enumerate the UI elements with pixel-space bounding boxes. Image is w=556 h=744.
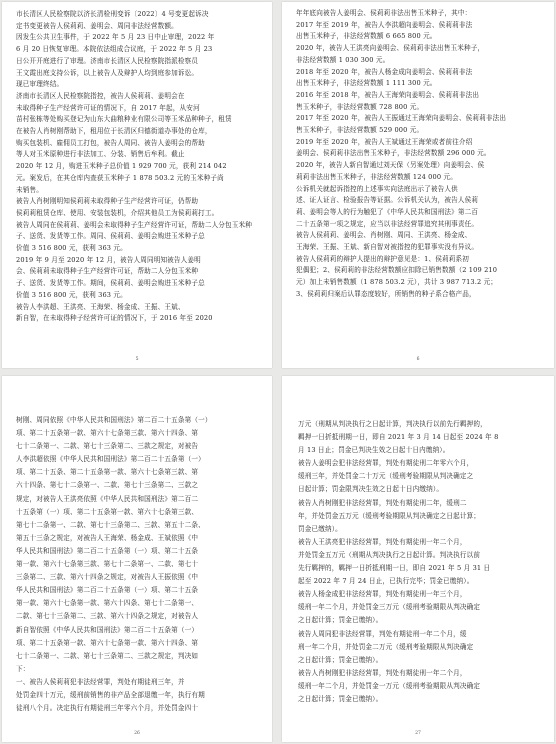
text-line: 2018 年至 2020 年，被告人杨金成向姜明会、侯莉莉非法: [296, 67, 473, 76]
text-line: 之日起计算；罚金已缴纳）。: [298, 694, 383, 703]
page-number: 5: [135, 357, 139, 362]
text-line: 之日起计算；罚金已缴纳）。: [298, 616, 383, 625]
text-line: 非法经营数额 1 030 300 元。: [296, 55, 390, 64]
text-line: 子、送货、发货等工作。期间，侯莉莉、姜明会购进玉米种子总: [16, 279, 205, 288]
text-line: 六十四条、第七十二条第一、二款、第七十三条第二、三款之: [16, 481, 199, 490]
text-line: 一、被告人侯莉莉犯非法经营罪，判处有期徒刑三年，并: [16, 677, 185, 686]
text-line: 年年底向被告人姜明会、侯莉莉非法出售玉米种子，其中：: [296, 9, 472, 17]
document-page-2: [282, 2, 554, 368]
text-line: 缓刑一年二个月，并处罚金一万元（缓刑考验期限从判决确定: [298, 681, 481, 690]
text-line: 公诉机关就起诉指控的上述事实向法庭出示了被告人供: [296, 184, 458, 193]
text-line: 树刚、周同依照《中华人民共和国刑法》第二百二十五条第（一）: [16, 416, 212, 424]
text-line: 出售玉米种子，非法经营数额 1 111 300 元。: [296, 79, 437, 88]
text-line: 价值 3 516 800 元，获利 363 元。: [16, 244, 127, 253]
text-line: 现已审理终结。: [16, 80, 64, 89]
text-line: 元。案发后，在其仓库内查获玉米种子 1 878 503.2 元的玉米种子尚: [16, 173, 224, 182]
text-line: 三条第二、三款、第六十四条之规定，对被告人王振依照《中: [16, 573, 199, 582]
text-line: 缓刑一年二个月，并处罚金三万元（缓刑考验期限从判决确定: [298, 603, 481, 612]
text-line: 被告人肖树刚明知侯莉莉未取得种子生产经营许可证，仍帮助: [16, 197, 199, 206]
text-line: 日起计算；罚金限判决生效之日起十日内缴纳）。: [298, 485, 444, 494]
text-line: 济南市长清区人民检察院指控，被告人侯莉莉、姜明会在: [16, 91, 185, 100]
document-page-4: [282, 376, 554, 742]
text-line: 2016 年至 2018 年，被告人王海荣向姜明会、侯莉莉非法出: [296, 90, 480, 99]
page-number: 26: [134, 731, 140, 736]
text-line: 起至 2022 年 7 月 24 日止，已执行完毕；罚金已缴纳）。: [298, 577, 474, 586]
text-line: 七十二条第一、二款、第七十三条第二、三款之规定，对被告: [16, 442, 199, 451]
text-line: 罚金已缴纳）。: [298, 524, 342, 533]
text-line: 徒刑八个月。决定执行有期徒刑三年零六个月，并处罚金四十: [16, 704, 199, 713]
text-line: 未销售。: [16, 185, 43, 194]
text-line: 缓刑三年，并处罚金二十万元（缓刑考验期限从判决确定之: [298, 472, 474, 481]
text-line: 项、第二十五条第一款、第六十七条第一款、第六十四条、第: [16, 638, 199, 647]
text-line: 第一款、第六十七条第一款、第六十四条、第七十二条第一、: [16, 599, 199, 608]
text-line: 羁押一日折抵刑期一日，即自 2021 年 3 月 14 日起至 2024 年 8: [298, 433, 499, 442]
text-line: 苗村张栋等处购买登记为山东大曲粮种业有限公司等玉米品种种子，租赁: [16, 115, 232, 124]
text-line: 被告人周同犯非法经营罪，判处有期徒刑一年二个月，缓: [298, 629, 467, 638]
text-line: 售玉米种子，非法经营数额 728 800 元。: [296, 102, 424, 111]
text-line: 日公开开庭进行了审理。济南市长清区人民检察院指派检察员: [16, 56, 199, 65]
text-line: 被告人姜明会犯非法经营罪，判处有期徒刑二年零六个月，: [298, 459, 474, 468]
text-line: 项、第二十五条第一款、第六十七条第三款、第六十四条、第: [16, 429, 199, 438]
document-page-1: [2, 2, 272, 368]
text-line: 莉莉非法出售玉米种子，非法经营数额 124 000 元。: [296, 172, 457, 181]
text-line: 因发生公共卫生事件，于 2022 年 5 月 23 日中止审理，2022 年: [16, 33, 215, 42]
text-line: 王文霞出庭支持公诉，以上被告人及辩护人均到庭参加诉讼。: [16, 68, 199, 77]
page-number: 6: [416, 357, 420, 362]
text-line: 2020 年 12 月，购进玉米种子总价值 1 929 700 元，获利 214 042: [16, 162, 227, 171]
text-line: 购买包装机、雇佣员工打包，被告人周同、被告人姜明会的帮助: [16, 138, 205, 147]
text-line: 2020 年，被告人新自智通过刘天保（另案处理）向姜明会、侯: [296, 161, 485, 170]
text-line: 下：: [16, 664, 30, 673]
text-line: 被告人侯莉莉的辩护人提出的辩护意见是：1、侯莉莉系初: [296, 254, 469, 263]
text-line: 莉、姜明会等人的行为触犯了《中华人民共和国刑法》第二百: [296, 207, 479, 216]
text-line: 第七十二条第一、二款、第七十三条第二、三款、第五十二条、: [16, 520, 205, 529]
text-line: 2017 年至 2020 年，被告人王振通过王海荣向姜明会、侯莉莉非法出: [296, 114, 507, 123]
text-line: 被告人肖树刚犯非法经营罪，判处有期徒刑一年二个月，: [298, 668, 467, 677]
text-line: 年，并处罚金五万元（缓刑考验期限从判决确定之日起计算；: [298, 511, 481, 520]
text-line: 第一款、第六十七条第三款、第七十二条第一、二款、第七十: [16, 560, 199, 569]
text-line: 2019 年至 2020 年，被告人王斌通过王海荣或者前往介绍: [296, 137, 473, 146]
text-line: 规定，对被告人王洪亮依照《中华人民共和国刑法》第二百二: [16, 494, 199, 503]
text-line: 被告人杨金成犯非法经营罪，判处有期徒刑一年三个月，: [298, 590, 467, 599]
text-line: 2017 年至 2019 年，被告人李洪超向姜明会、侯莉莉非法: [296, 20, 473, 29]
text-line: 十五条第（一）项、第二十五条第一款、第六十七条第三款、: [16, 507, 199, 516]
text-line: 之日起计算；罚金已缴纳）。: [298, 655, 383, 664]
text-line: 处罚金四十万元，缓刑前销售的非产品全部退缴一年，执行有期: [16, 690, 205, 699]
text-line: 华人民共和国刑法》第二百二十五条第（一）项、第二十五条: [16, 546, 199, 555]
text-line: 未取得种子生产经营许可证的情况下，自 2017 年起，从安河: [16, 103, 200, 112]
text-line: 定书变更被告人侯莉莉、姜明会、周同非法经营数额。: [16, 21, 178, 30]
text-line: 华人民共和国刑法》第二百二十五条第（一）项、第二十五条: [16, 586, 199, 595]
text-line: 王海荣、王振、王斌、新自智对被指控的犯罪事实没有异议。: [296, 243, 479, 252]
page-number: 27: [415, 731, 421, 736]
text-line: 元）加上未销售数额（1 878 503.2 元），共计 3 987 713.2 元；: [296, 278, 498, 287]
text-line: 2020 年，被告人王洪亮向姜明会、侯莉莉非法出售玉米种子，: [296, 44, 485, 53]
text-line: 先行羁押的，羁押一日折抵刑期一日，即自 2021 年 5 月 31 日: [298, 564, 491, 573]
text-line: 项、第二十五条、第二十五条第一款、第六十七条第三款、第: [16, 468, 199, 477]
text-line: 姜明会、侯莉莉非法出售玉米种子，非法经营数额 296 000 元。: [296, 149, 491, 158]
document-page-3: [2, 376, 272, 742]
text-line: 市长清区人民检察院以济长清检刑变诉〔2022〕4 号变更起诉决: [16, 10, 209, 18]
text-line: 述、证人证言、检验报告等证据。公诉机关认为，被告人侯莉: [296, 196, 479, 205]
text-line: 价值 3 516 800 元，获利 363 元。: [16, 290, 127, 299]
text-line: 6 月 20 日恢复审理。本院依法组成合议庭，于 2022 年 5 月 23: [16, 45, 213, 54]
text-line: 刑一年二个月，并处罚金二万元（缓刑考验期限从判决确定: [298, 642, 474, 651]
text-line: 子、送货、发货等工作。周同、侯莉莉、姜明会购进玉米种子总: [16, 232, 205, 241]
text-line: 二款、第七十三条第二、三款、第六十四条之规定，对被告人: [16, 612, 199, 621]
text-line: 被告人侯莉莉、姜明会、肖树刚、周同、王洪亮、杨金成、: [296, 231, 472, 240]
text-line: 售玉米种子，非法经营数额 529 000 元。: [296, 126, 424, 135]
text-line: 被告人王洪亮犯非法经营罪，判处有期徒刑一年二个月，: [298, 537, 467, 546]
text-line: 等人对玉米原种进行非法加工、分装、销售后牟利。截止: [16, 150, 185, 159]
text-line: 被告人周同在侯莉莉、姜明会未取得种子生产经营许可证，帮助二人分包玉米种: [16, 220, 253, 229]
text-line: 3、侯莉莉归案后认罪态度较好，所销售的种子系合格产品，: [296, 289, 476, 298]
text-line: 新自智，在未取得种子经营许可证的情况下，于 2016 年至 2020: [16, 314, 213, 323]
text-line: 被告人肖树刚犯非法经营罪，判处有期徒刑二年，缓刑二: [298, 498, 467, 507]
text-line: 并处罚金五万元（刑期从判决执行之日起计算。判决执行以前: [298, 550, 481, 559]
text-line: 二十五条第一项之规定，应当以非法经营罪追究其刑事责任。: [296, 219, 479, 228]
text-line: 第五十三条之规定，对被告人王海荣、杨金成、王斌依照《中: [16, 533, 199, 542]
text-line: 犯偶犯；2、侯莉莉的非法经营数额应扣除已销售数额（2 109 210: [296, 266, 498, 275]
text-line: 万元（刑期从判决执行之日起计算，判决执行以前先行羁押的，: [298, 420, 487, 428]
text-line: 七十二条第一、二款、第七十三条第二、三款之规定，判决如: [16, 651, 199, 660]
text-line: 侯莉莉租赁仓库、使用、安装包装机，介绍其他员工为侯莉莉打工。: [16, 208, 219, 217]
text-line: 出售玉米种子，非法经营数额 6 665 800 元。: [296, 32, 437, 41]
text-line: 月 13 日止；罚金已判决生效之日起十日内缴纳）。: [298, 446, 450, 455]
text-line: 2019 年 9 月至 2020 年 12 月，被告人周同明知被告人姜明: [16, 255, 201, 264]
text-line: 人李洪超依照《中华人民共和国刑法》第二百二十五条第（一）: [16, 455, 205, 464]
text-line: 被告人李洪超、王洪亮、王海荣、杨金成、王振、王斌、: [16, 302, 185, 311]
text-line: 会、侯莉莉未取得种子生产经营许可证，帮助二人分包玉米种: [16, 267, 199, 276]
text-line: 新自智依照《中华人民共和国刑法》第二百二十五条第（一）: [16, 625, 199, 634]
text-line: 在被告人肖树刚帮助下，租用位于长清区归德街道办事处的仓库，: [16, 127, 212, 136]
